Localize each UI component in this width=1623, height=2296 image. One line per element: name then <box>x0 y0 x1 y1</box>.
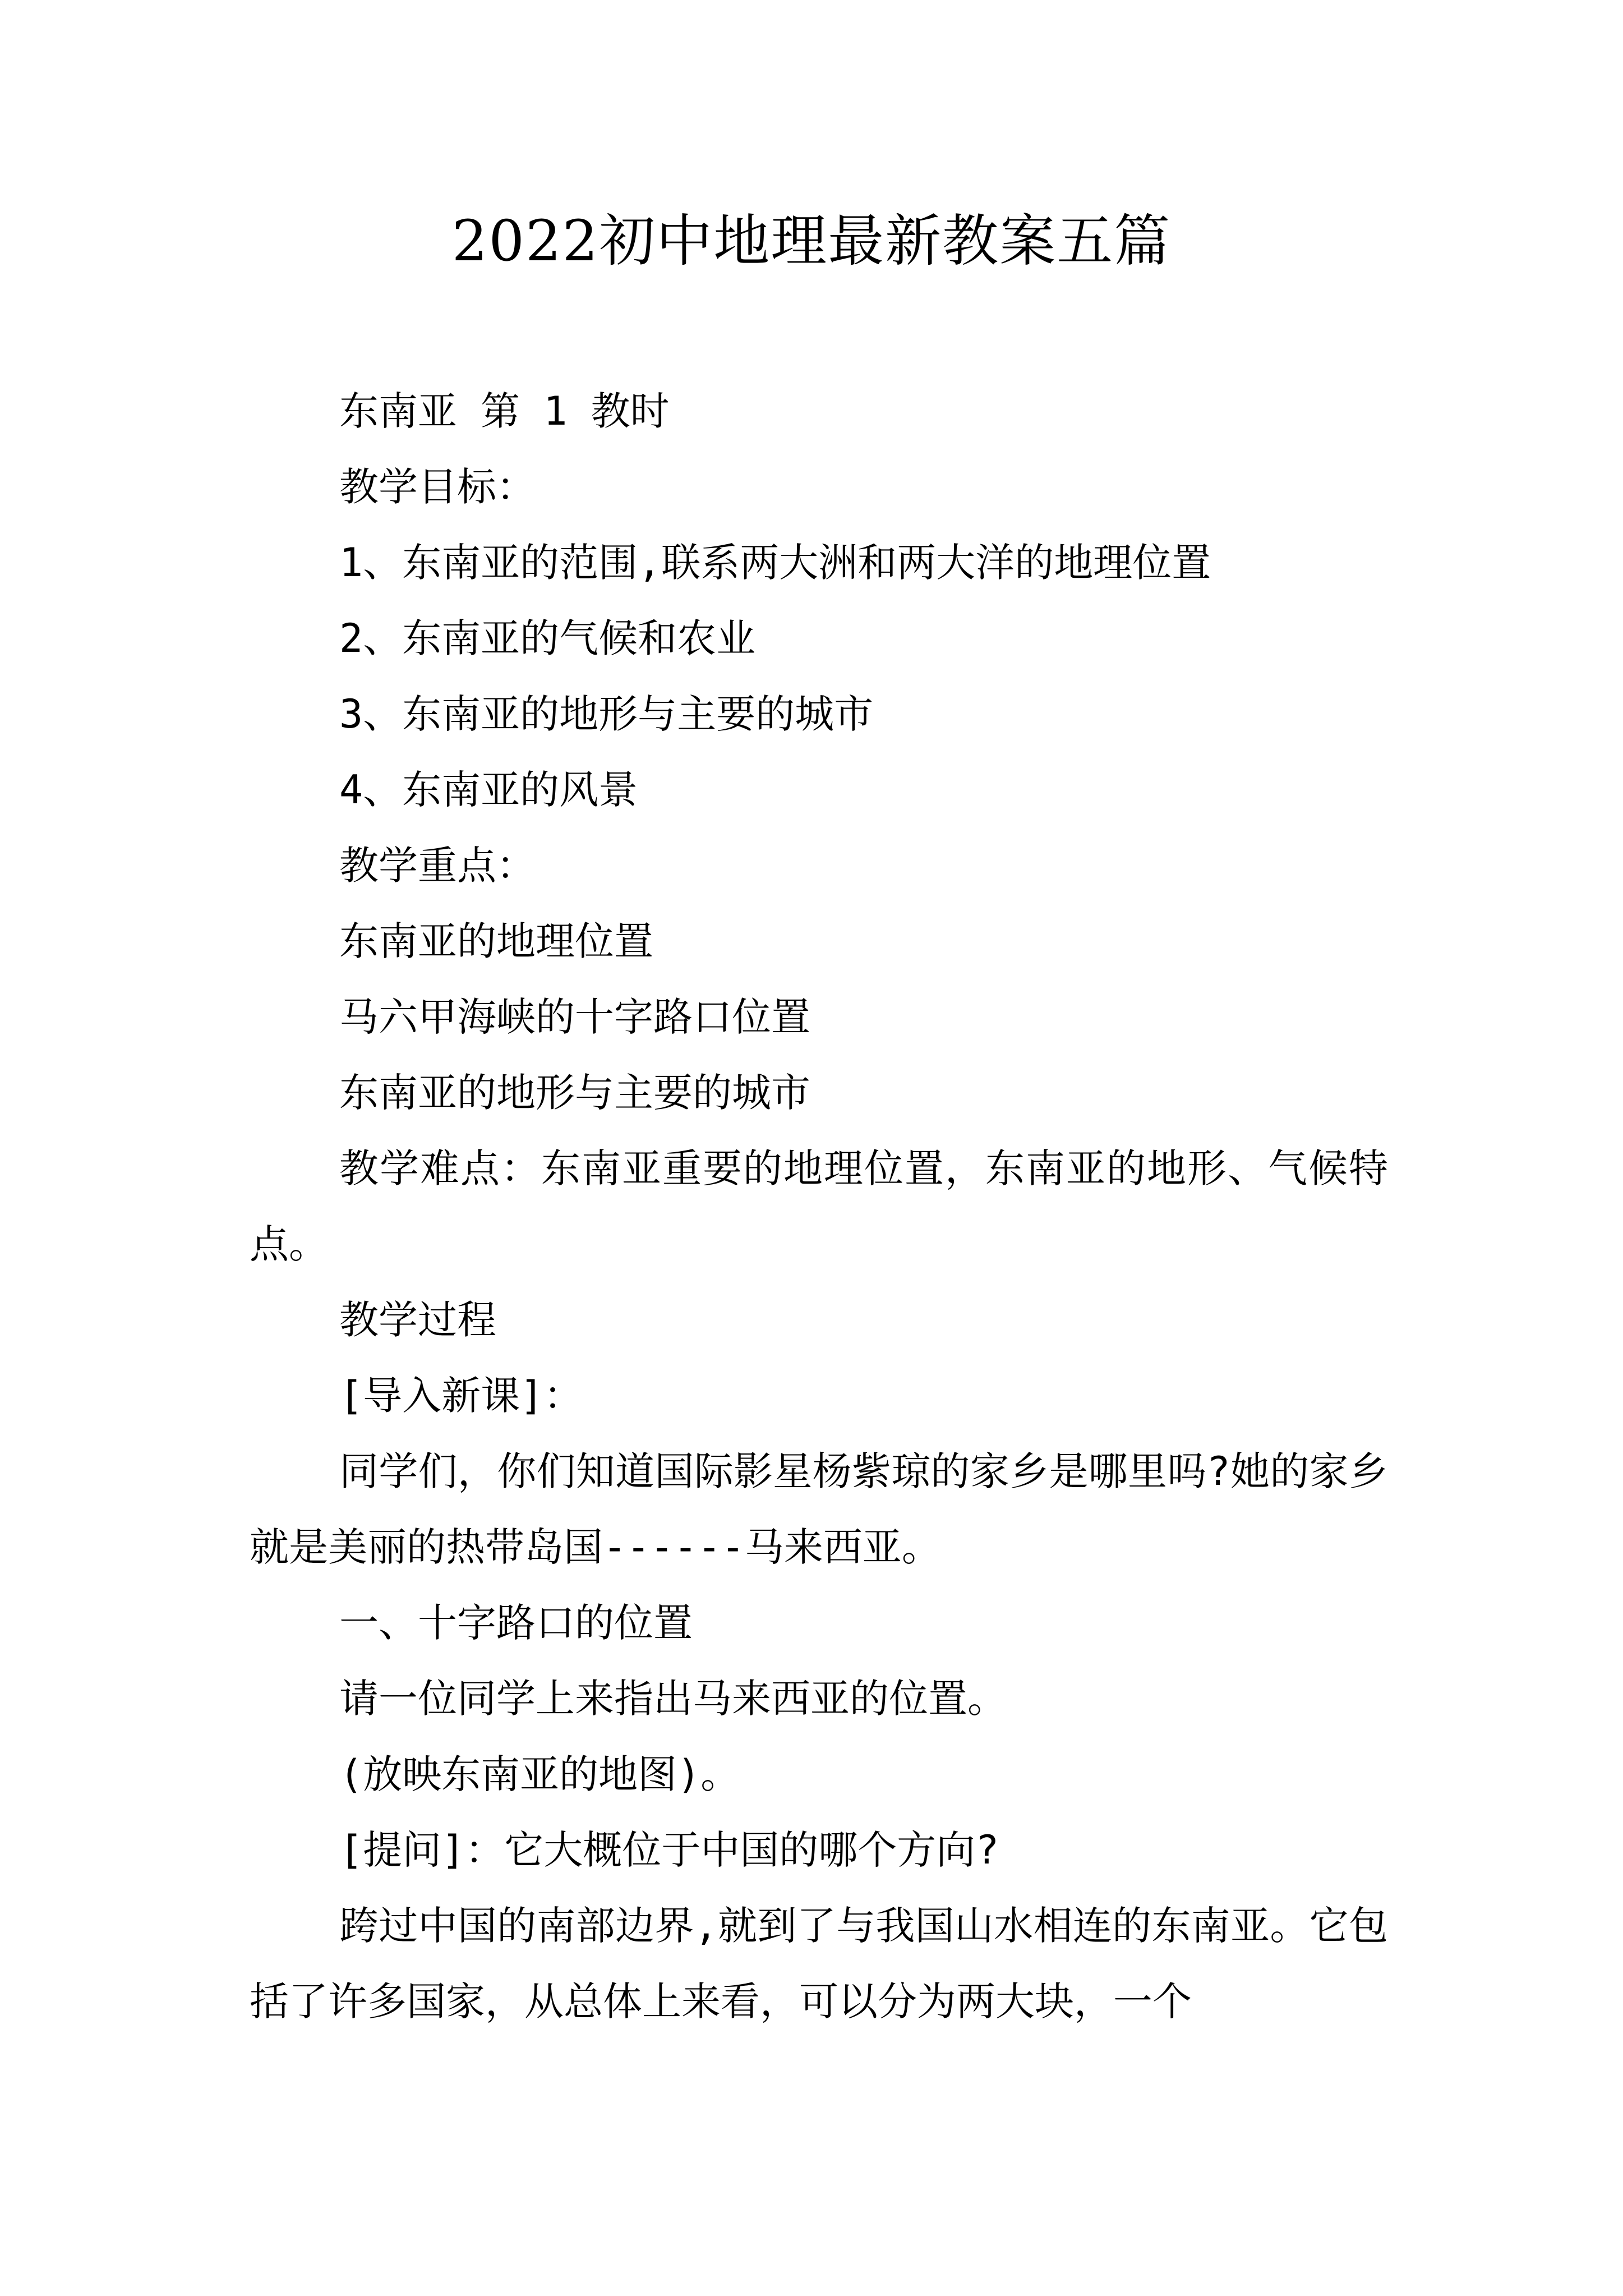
paragraph: 马六甲海峡的十字路口位置 <box>339 994 810 1040</box>
paragraph: 教学重点： <box>339 843 536 889</box>
document-title: 2022初中地理最新教案五篇 <box>451 208 1172 274</box>
paragraph: 一、十字路口的位置 <box>339 1600 693 1646</box>
paragraph: 1、东南亚的范围,联系两大洲和两大洋的地理位置 <box>339 540 1211 586</box>
paragraph: 2、东南亚的气候和农业 <box>339 615 756 661</box>
paragraph: 教学难点：东南亚重要的地理位置，东南亚的地形、气候特点。 <box>250 1145 1388 1267</box>
paragraph: 跨过中国的南部边界,就到了与我国山水相连的东南亚。它包括了许多国家，从总体上来看，可以分为两大块，一个 <box>250 1903 1388 2024</box>
paragraph: 东南亚 第 1 教时 <box>339 388 670 434</box>
document-body <box>250 374 1388 2040</box>
paragraph: 3、东南亚的地形与主要的城市 <box>339 691 874 737</box>
paragraph: (放映东南亚的地图)。 <box>339 1751 740 1797</box>
paragraph: 教学目标： <box>339 464 536 510</box>
paragraph: [提问]：它大概位于中国的哪个方向? <box>339 1827 999 1873</box>
paragraph: 教学过程 <box>339 1297 496 1343</box>
paragraph: 同学们，你们知道国际影星杨紫琼的家乡是哪里吗?她的家乡就是美丽的热带岛国------马来西亚。 <box>250 1448 1388 1570</box>
paragraph: [导入新课]： <box>339 1373 583 1419</box>
paragraph: 4、东南亚的风景 <box>339 767 638 813</box>
paragraph: 请一位同学上来指出马来西亚的位置。 <box>339 1676 1007 1722</box>
paragraph: 东南亚的地理位置 <box>339 918 653 964</box>
paragraph: 东南亚的地形与主要的城市 <box>339 1070 810 1116</box>
